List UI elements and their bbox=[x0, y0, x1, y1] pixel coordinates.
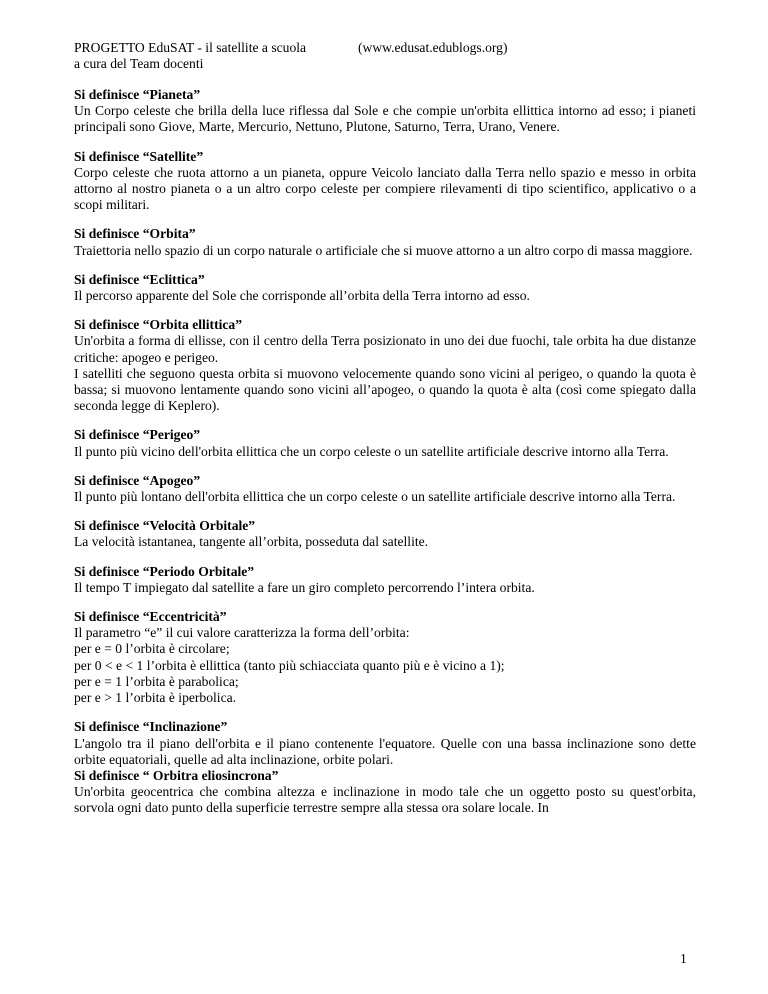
page-header bbox=[74, 40, 696, 74]
project-url: (www.edusat.edublogs.org) bbox=[358, 40, 508, 55]
section-periodo-orbitale bbox=[74, 564, 696, 596]
section-text: La velocità istantanea, tangente all’orbita, posseduta dal satellite. bbox=[74, 534, 429, 550]
document-page bbox=[74, 40, 696, 817]
section-text-continued: I satelliti che seguono questa orbita si muovono velocemente quando sono vicini al perigeo, o quando la quota è bassa; si muovono lentamente quando sono vicini all’apogeo, o quando la quota è alta (così come spiegato dalla seconda legge di Keplero). bbox=[74, 365, 696, 414]
section-title: Si definisce “Eccentricità” bbox=[74, 609, 227, 625]
eccentricity-line: per 0 < e < 1 l’orbita è ellittica (tanto più schiacciata quanto più e è vicino a 1); bbox=[74, 657, 505, 673]
section-title: Si definisce “Eclittica” bbox=[74, 271, 205, 287]
section-title: Si definisce “Periodo Orbitale” bbox=[74, 563, 255, 579]
section-text: Traiettoria nello spazio di un corpo naturale o artificiale che si muove attorno a un altro corpo di massa maggiore. bbox=[74, 242, 693, 258]
section-apogeo bbox=[74, 473, 696, 505]
section-velocita-orbitale bbox=[74, 518, 696, 550]
section-perigeo bbox=[74, 427, 696, 459]
section-title: Si definisce “Inclinazione” bbox=[74, 719, 228, 735]
section-text: Un Corpo celeste che brilla della luce riflessa dal Sole e che compie un'orbita ellittica intorno ad esso; i pianeti principali sono Giove, Marte, Mercurio, Nettuno, Plutone, Saturno, Terra, Urano, Venere. bbox=[74, 103, 696, 135]
section-inclinazione bbox=[74, 719, 696, 768]
team-credit: a cura del Team docenti bbox=[74, 56, 204, 71]
section-text: Un'orbita geocentrica che combina altezza e inclinazione in modo tale che un oggetto posto su quest'orbita, sorvola ogni dato punto della superficie terrestre sempre alla stessa ora solare locale. In bbox=[74, 784, 696, 816]
section-title: Si definisce “Orbita” bbox=[74, 226, 196, 242]
section-orbita-eliosincrona bbox=[74, 768, 696, 817]
project-title: PROGETTO EduSAT - il satellite a scuola bbox=[74, 40, 307, 55]
section-text: Il tempo T impiegato dal satellite a fare un giro completo percorrendo l’intera orbita. bbox=[74, 579, 535, 595]
eccentricity-line: per e = 1 l’orbita è parabolica; bbox=[74, 673, 239, 689]
section-text: Il punto più vicino dell'orbita ellittica che un corpo celeste o un satellite artificiale descrive intorno alla Terra. bbox=[74, 443, 669, 459]
section-title: Si definisce “ Orbitra eliosincrona” bbox=[74, 767, 279, 783]
eccentricity-line: Il parametro “e” il cui valore caratterizza la forma dell’orbita: bbox=[74, 625, 410, 641]
section-title: Si definisce “Apogeo” bbox=[74, 472, 201, 488]
page-number: 1 bbox=[680, 951, 687, 966]
section-title: Si definisce “Orbita ellittica” bbox=[74, 317, 243, 333]
section-text: L'angolo tra il piano dell'orbita e il piano contenente l'equatore. Quelle con una bassa inclinazione sono dette orbite equatoriali, quelle ad alta inclinazione, orbite polari. bbox=[74, 735, 696, 767]
section-text: Il punto più lontano dell'orbita ellittica che un corpo celeste o un satellite artificiale descrive intorno alla Terra. bbox=[74, 489, 676, 505]
section-title: Si definisce “Perigeo” bbox=[74, 427, 201, 443]
section-eclittica bbox=[74, 272, 696, 304]
section-text: Il percorso apparente del Sole che corrisponde all’orbita della Terra intorno ad esso. bbox=[74, 288, 530, 304]
section-orbita bbox=[74, 226, 696, 258]
section-text: Corpo celeste che ruota attorno a un pianeta, oppure Veicolo lanciato dalla Terra nello spazio e messo in orbita attorno al nostro pianeta o a un altro corpo celeste per compiere rilevamenti di tipo scientifico, applicativo o a scopi militari. bbox=[74, 164, 696, 213]
section-title: Si definisce “Velocità Orbitale” bbox=[74, 518, 256, 534]
eccentricity-line: per e = 0 l’orbita è circolare; bbox=[74, 641, 230, 657]
section-title: Si definisce “Pianeta” bbox=[74, 87, 201, 102]
section-title: Si definisce “Satellite” bbox=[74, 148, 204, 164]
section-text: Un'orbita a forma di ellisse, con il centro della Terra posizionato in uno dei due fuochi, tale orbita ha due distanze critiche: apogeo e perigeo. bbox=[74, 333, 696, 365]
section-satellite bbox=[74, 149, 696, 214]
section-pianeta bbox=[74, 87, 696, 136]
eccentricity-line: per e > 1 l’orbita è iperbolica. bbox=[74, 690, 237, 706]
section-eccentricita bbox=[74, 609, 696, 706]
section-orbita-ellittica bbox=[74, 317, 696, 414]
